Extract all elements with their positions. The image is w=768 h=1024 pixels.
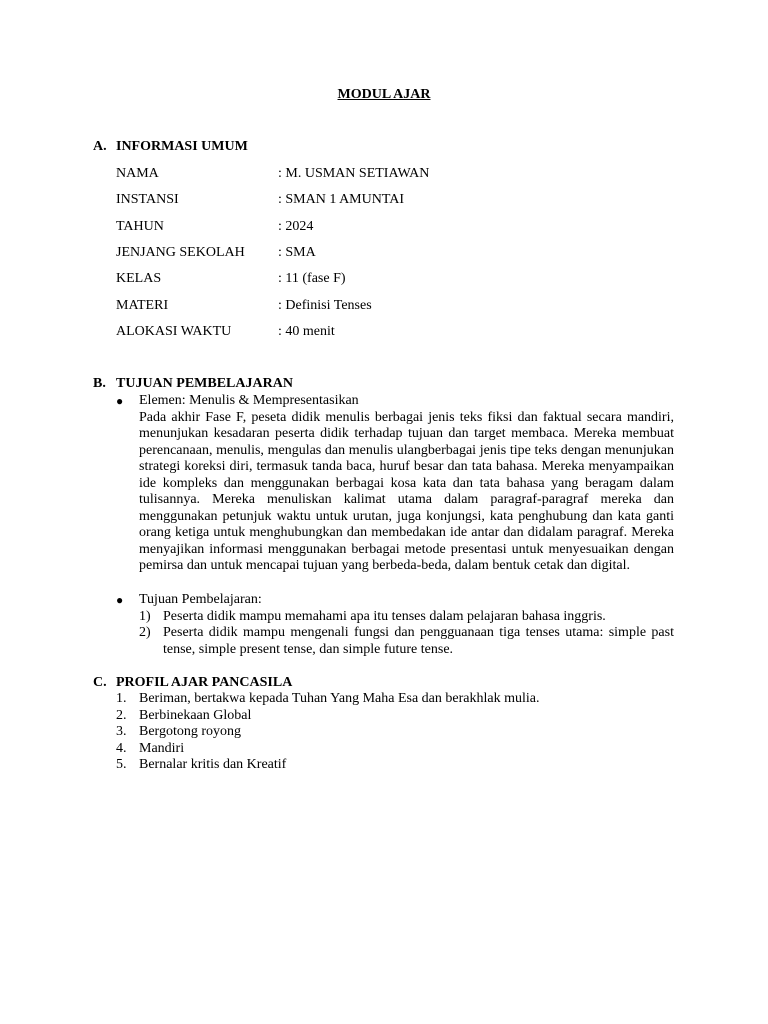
info-label: KELAS: [116, 271, 162, 286]
elemen-label: Elemen: Menulis & Mempresentasikan: [139, 393, 359, 408]
section-a-title: INFORMASI UMUM: [116, 139, 248, 154]
list-number: 2): [139, 625, 151, 640]
section-c-title: PROFIL AJAR PANCASILA: [116, 675, 293, 690]
info-label: INSTANSI: [116, 192, 179, 207]
elemen-block: [116, 393, 674, 575]
list-text: Bernalar kritis dan Kreatif: [139, 757, 287, 772]
info-value: : M. USMAN SETIAWAN: [278, 166, 430, 181]
info-row-tahun: [116, 219, 616, 237]
list-text: Berbinekaan Global: [139, 707, 252, 723]
section-b-title: TUJUAN PEMBELAJARAN: [116, 376, 293, 391]
list-text: Bergotong royong: [139, 724, 242, 739]
list-item: [116, 741, 676, 758]
elemen-paragraph: Pada akhir Fase F, peseta didik menulis berbagai jenis teks fiksi dan faktual secara mandiri, menunjukan kesadaran peserta didik terhadap tujuan dan target membaca. Mereka membuat perencanaan, menulis, mengulas dan menulis ulangberbagai jenis tipe teks dengan menunjukan strategi koreksi diri, termasuk tanda baca, huruf besar dan tata bahasa. Mereka menyampaikan ide kompleks dan menggunakan berbagai kosa kata dan tata bahasa yang beragam dalam tulisannya. Mereka menuliskan kalimat utama dalam paragraf-paragraf mereka dan menggunakan petunjuk waktu untuk urutan, juga konjungsi, kata penghubung dan kata ganti orang ketiga untuk menghubungkan dan membedakan ide antar dan didalam paragraf. Mereka menyajikan informasi menggunakan berbagai metode presentasi untuk menyesuaikan dengan pemirsa dan untuk mencapai tujuan yang berbeda-beda, dalam bentuk cetak dan digital.: [139, 409, 674, 573]
list-number: 4.: [116, 740, 127, 756]
list-number: 3.: [116, 724, 127, 739]
info-value: : 40 menit: [278, 324, 335, 339]
info-row-instansi: [116, 192, 616, 210]
profil-list: [116, 691, 676, 774]
info-label: TAHUN: [116, 219, 164, 234]
info-label: JENJANG SEKOLAH: [116, 245, 245, 260]
list-item: [116, 691, 676, 708]
section-a-letter: A.: [93, 139, 107, 154]
list-item: [116, 708, 676, 725]
info-label: MATERI: [116, 298, 169, 313]
section-b-heading: [93, 376, 293, 393]
info-value: : 11 (fase F): [278, 271, 346, 286]
list-text: Peserta didik mampu memahami apa itu tenses dalam pelajaran bahasa inggris.: [163, 608, 606, 624]
list-number: 5.: [116, 757, 127, 772]
info-row-alokasi: [116, 324, 616, 342]
list-item: [116, 724, 676, 741]
info-row-materi: [116, 298, 616, 316]
info-row-jenjang: [116, 245, 616, 263]
list-text: Beriman, bertakwa kepada Tuhan Yang Maha Esa dan berakhlak mulia.: [139, 691, 540, 706]
list-item: [116, 757, 676, 774]
info-label: ALOKASI WAKTU: [116, 324, 232, 339]
section-c-heading: [93, 675, 292, 692]
info-value: : Definisi Tenses: [278, 298, 372, 313]
info-row-nama: [116, 166, 616, 184]
tujuan-list: [139, 609, 674, 659]
tujuan-label: Tujuan Pembelajaran:: [139, 592, 262, 607]
bullet-icon: ●: [116, 394, 124, 408]
list-number: 1.: [116, 691, 127, 706]
list-item: [139, 625, 674, 658]
info-row-kelas: [116, 271, 616, 289]
section-a-heading: [93, 139, 248, 156]
list-number: 2.: [116, 707, 127, 723]
info-value: : 2024: [278, 219, 314, 234]
list-number: 1): [139, 608, 151, 624]
list-item: [139, 609, 674, 626]
section-c-letter: C.: [93, 675, 107, 690]
document-title: MODUL AJAR: [337, 87, 431, 102]
info-value: : SMA: [278, 245, 316, 260]
bullet-icon: ●: [116, 593, 124, 607]
list-text: Mandiri: [139, 740, 185, 756]
info-value: : SMAN 1 AMUNTAI: [278, 192, 405, 207]
tujuan-block: [116, 592, 674, 658]
list-text: Peserta didik mampu mengenali fungsi dan pengguanaan tiga tenses utama: simple past tense, simple present tense, dan simple future tense.: [163, 625, 674, 657]
info-label: NAMA: [116, 166, 159, 181]
section-b-letter: B.: [93, 376, 106, 391]
